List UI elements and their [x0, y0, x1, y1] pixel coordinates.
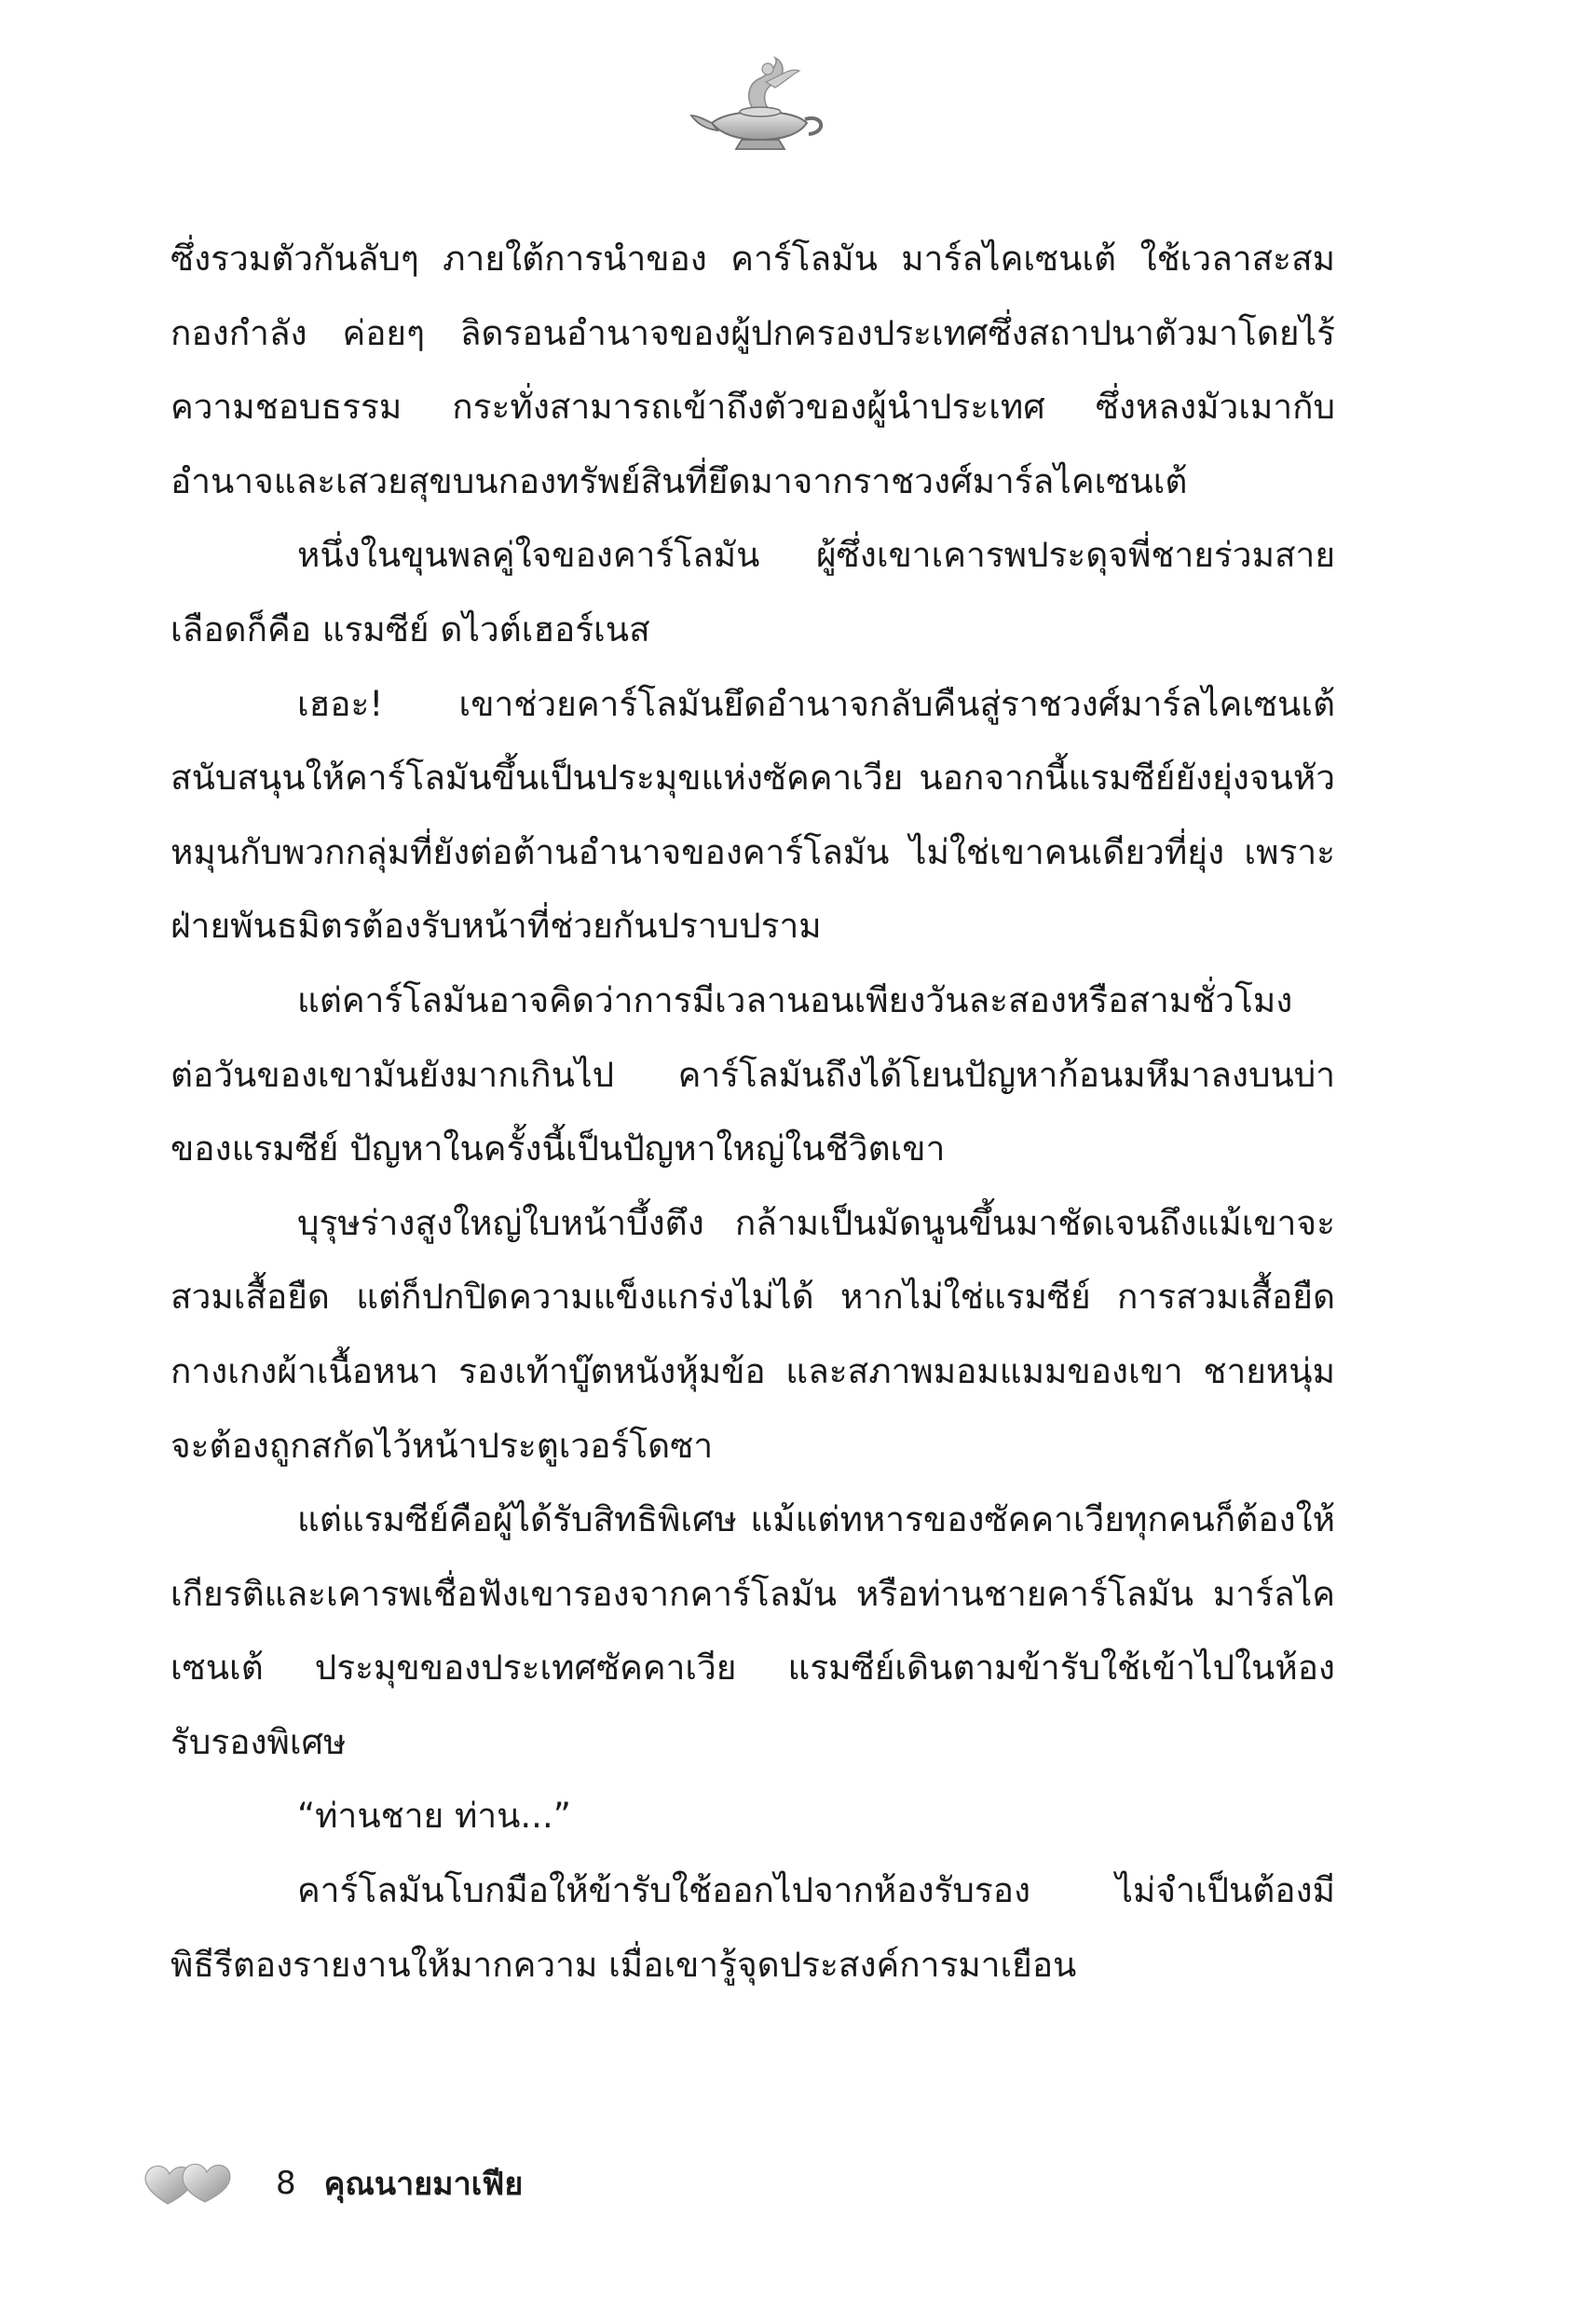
paragraph-6: แต่แรมซีย์คือผู้ได้รับสิทธิพิเศษ แม้แต่ทหารของซัคคาเวียทุกคนก็ต้องให้เกียรติและเคารพเชื่อฟังเขารองจากคาร์โลมัน หรือท่านชายคาร์โลมัน มาร์ลไคเซนเต้ ประมุขของประเทศซัคคาเวีย แรมซีย์เดินตามข้ารับใช้เข้าไปในห้องรับรองพิเศษ [171, 1499, 1335, 1762]
paragraph-5: บุรุษร่างสูงใหญ่ใบหน้าบึ้งตึง กล้ามเป็นมัดนูนขึ้นมาชัดเจนถึงแม้เขาจะสวมเสื้อยืด แต่ก็ปกปิดความแข็งแกร่งไม่ได้ หากไม่ใช่แรมซีย์ การสวมเสื้อยืด กางเกงผ้าเนื้อหนา รองเท้าบู๊ตหนังหุ้มข้อ และสภาพมอมแมมของเขา ชายหนุ่มจะต้องถูกสกัดไว้หน้าประตูเวอร์โดซา [171, 1202, 1335, 1466]
page-number: 8 [276, 2165, 296, 2202]
book-title: คุณนายมาเฟีย [323, 2166, 524, 2203]
paragraph-3: เฮอะ! เขาช่วยคาร์โลมันยึดอำนาจกลับคืนสู่ราชวงศ์มาร์ลไคเซนเต้สนับสนุนให้คาร์โลมันขึ้นเป็นประมุขแห่งซัคคาเวีย นอกจากนี้แรมซีย์ยังยุ่งจนหัวหมุนกับพวกกลุ่มที่ยังต่อต้านอำนาจของคาร์โลมัน ไม่ใช่เขาคนเดียวที่ยุ่ง เพราะฝ่ายพันธมิตรต้องรับหน้าที่ช่วยกันปราบปราม [171, 683, 1335, 947]
paragraph-2: หนึ่งในขุนพลคู่ใจของคาร์โลมัน ผู้ซึ่งเขาเคารพประดุจพี่ชายร่วมสายเลือดก็คือ แรมซีย์ ดไวต์เฮอร์เนส [171, 535, 1335, 650]
paragraph-8: คาร์โลมันโบกมือให้ข้ารับใช้ออกไปจากห้องรับรอง ไม่จำเป็นต้องมีพิธีรีตองรายงานให้มากความ เมื่อเขารู้จุดประสงค์การมาเยือน [171, 1870, 1335, 1985]
paragraph-7: “ท่านชาย ท่าน...” [297, 1796, 571, 1837]
paragraph-4: แต่คาร์โลมันอาจคิดว่าการมีเวลานอนเพียงวันละสองหรือสามชั่วโมงต่อวันของเขามันยังมากเกินไป คาร์โลมันถึงได้โยนปัญหาก้อนมหึมาลงบนบ่าของแรมซีย์ ปัญหาในครั้งนี้เป็นปัญหาใหญ่ในชีวิตเขา [171, 979, 1335, 1169]
page-footer [140, 2157, 523, 2209]
paragraph-1: ซึ่งรวมตัวกันลับๆ ภายใต้การนำของ คาร์โลมัน มาร์ลไคเซนเต้ ใช้เวลาสะสมกองกำลัง ค่อยๆ ลิดรอนอำนาจของผู้ปกครองประเทศซึ่งสถาปนาตัวมาโดยไร้ความชอบธรรม กระทั่งสามารถเข้าถึงตัวของผู้นำประเทศ ซึ่งหลงมัวเมากับอำนาจและเสวยสุขบนกองทรัพย์สินที่ยึดมาจากราชวงศ์มาร์ลไคเซนเต้ [171, 239, 1335, 501]
body-text [171, 222, 1335, 2002]
hearts-icon [140, 2157, 242, 2209]
genie-lamp-icon [689, 54, 829, 157]
